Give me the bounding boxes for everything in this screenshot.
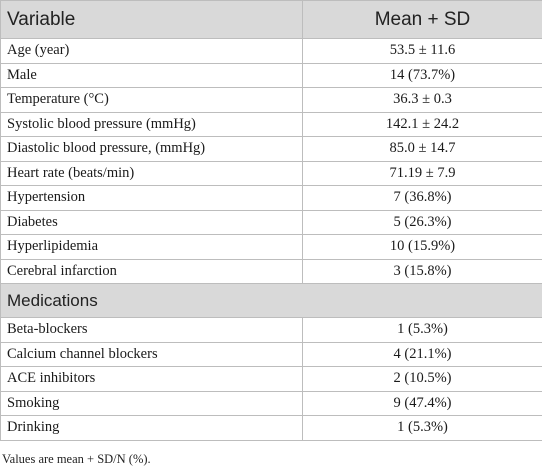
row-value: 3 (15.8%)	[303, 259, 542, 284]
column-header-mean-sd: Mean + SD	[303, 1, 542, 39]
row-value: 1 (5.3%)	[303, 416, 542, 441]
row-value: 71.19 ± 7.9	[303, 161, 542, 186]
row-label: Diabetes	[1, 210, 303, 235]
row-value: 9 (47.4%)	[303, 391, 542, 416]
table-row	[1, 112, 542, 137]
row-label: Temperature (°C)	[1, 88, 303, 113]
table-row	[1, 137, 542, 162]
row-value: 36.3 ± 0.3	[303, 88, 542, 113]
row-value: 53.5 ± 11.6	[303, 39, 542, 64]
row-value: 85.0 ± 14.7	[303, 137, 542, 162]
table-row	[1, 367, 542, 392]
table-row	[1, 416, 542, 441]
row-value: 14 (73.7%)	[303, 63, 542, 88]
row-label: Hypertension	[1, 186, 303, 211]
row-label: Calcium channel blockers	[1, 342, 303, 367]
row-label: Heart rate (beats/min)	[1, 161, 303, 186]
table-row	[1, 88, 542, 113]
table-row	[1, 235, 542, 260]
row-value: 10 (15.9%)	[303, 235, 542, 260]
row-label: Hyperlipidemia	[1, 235, 303, 260]
row-label: Drinking	[1, 416, 303, 441]
table-row	[1, 63, 542, 88]
header-row	[1, 1, 542, 39]
table-row	[1, 210, 542, 235]
table-body	[1, 39, 542, 441]
row-label: Systolic blood pressure (mmHg)	[1, 112, 303, 137]
table-row	[1, 161, 542, 186]
row-label: Age (year)	[1, 39, 303, 64]
row-label: Male	[1, 63, 303, 88]
column-header-variable: Variable	[1, 1, 303, 39]
table-row	[1, 391, 542, 416]
row-value: 142.1 ± 24.2	[303, 112, 542, 137]
table-row	[1, 259, 542, 284]
row-label: Cerebral infarction	[1, 259, 303, 284]
row-value: 7 (36.8%)	[303, 186, 542, 211]
section-title-medications: Medications	[1, 284, 542, 318]
row-value: 4 (21.1%)	[303, 342, 542, 367]
section-header-row	[1, 284, 542, 318]
row-label: Smoking	[1, 391, 303, 416]
table-row	[1, 39, 542, 64]
table-row	[1, 318, 542, 343]
table-row	[1, 342, 542, 367]
table-header	[1, 1, 542, 39]
row-label: Diastolic blood pressure, (mmHg)	[1, 137, 303, 162]
row-label: Beta-blockers	[1, 318, 303, 343]
table-footnote: Values are mean + SD/N (%).	[2, 452, 151, 466]
row-value: 1 (5.3%)	[303, 318, 542, 343]
table-row	[1, 186, 542, 211]
row-value: 2 (10.5%)	[303, 367, 542, 392]
row-value: 5 (26.3%)	[303, 210, 542, 235]
row-label: ACE inhibitors	[1, 367, 303, 392]
